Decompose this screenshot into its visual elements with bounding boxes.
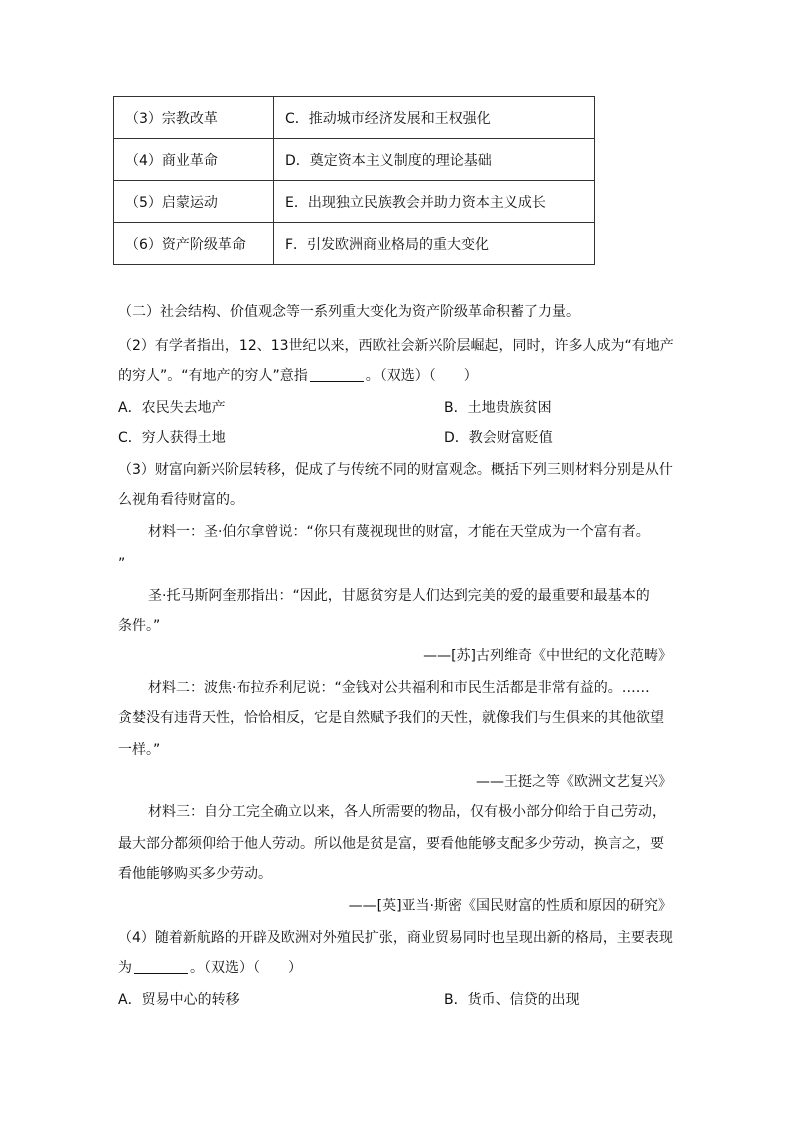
table-row <box>114 139 595 181</box>
option-c: C．穷人获得土地 <box>118 430 226 446</box>
table-cell-right: E．出现独立民族教会并助力资本主义成长 <box>274 181 595 223</box>
option-d: D．教会财富贬值 <box>444 430 553 446</box>
material-2-line-3: 一样。” <box>118 742 161 758</box>
option-a: A．农民失去地产 <box>118 400 226 416</box>
question-4-text: 为 <box>118 960 132 976</box>
question-2-suffix: 。（双选）（ ） <box>365 368 478 384</box>
answer-blank <box>134 959 188 974</box>
option-a: A．贸易中心的转移 <box>118 992 240 1008</box>
table-row <box>114 181 595 223</box>
question-3-line-1: （3）财富向新兴阶层转移，促成了与传统不同的财富观念。概括下列三则材料分别是从什 <box>118 462 673 478</box>
table-row <box>114 223 595 265</box>
question-4-line-1: （4）随着新航路的开辟及欧洲对外殖民扩张，商业贸易同时也呈现出新的格局，主要表现 <box>118 930 673 946</box>
material-1-line-4: 条件。” <box>118 618 161 634</box>
material-3-line-3: 看他能够购买多少劳动。 <box>118 866 272 882</box>
material-3-line-1: 材料三：自分工完全确立以来，各人所需要的物品，仅有极小部分仰给于自己劳动， <box>148 804 666 820</box>
question-2-line-1: （2）有学者指出，12、13世纪以来，西欧社会新兴阶层崛起，同时，许多人成为“有地产 <box>118 338 674 354</box>
material-3-line-2: 最大部分都须仰给于他人劳动。所以他是贫是富，要看他能够支配多少劳动，换言之，要 <box>118 836 664 852</box>
option-b: B．土地贵族贫困 <box>444 400 552 416</box>
table-cell-right: D．奠定资本主义制度的理论基础 <box>274 139 595 181</box>
table-cell-right: F．引发欧洲商业格局的重大变化 <box>274 223 595 265</box>
material-1-line-2: ” <box>118 556 126 572</box>
section-heading: （二）社会结构、价值观念等一系列重大变化为资产阶级革命积蓄了力量。 <box>118 304 580 320</box>
table-row <box>114 97 595 139</box>
material-2-line-2: 贪婪没有违背天性，恰恰相反，它是自然赋予我们的天性，就像我们与生俱来的其他欲望 <box>118 710 664 726</box>
material-1-source: ——[苏]古列维奇《中世纪的文化范畴》 <box>423 648 672 664</box>
material-1-line-3: 圣·托马斯阿奎那指出：“因此，甘愿贫穷是人们达到完美的爱的最重要和最基本的 <box>148 588 650 604</box>
material-1-line-1: 材料一：圣·伯尔拿曾说：“你只有蔑视现世的财富，才能在天堂成为一个富有者。 <box>148 524 650 540</box>
matching-table <box>113 96 595 265</box>
question-3-line-2: 么视角看待财富的。 <box>118 492 244 508</box>
material-3-source: ——[英]亚当·斯密《国民财富的性质和原因的研究》 <box>348 898 672 914</box>
question-2-text: 的穷人”。“有地产的穷人”意指 <box>118 368 308 384</box>
question-4-suffix: 。（双选）（ ） <box>190 960 302 976</box>
question-4-line-2 <box>118 958 302 978</box>
question-2-line-2 <box>118 366 478 386</box>
option-b: B．货币、信贷的出现 <box>444 992 580 1008</box>
table-cell-left: （3）宗教改革 <box>114 97 274 139</box>
table-cell-left: （6）资产阶级革命 <box>114 223 274 265</box>
table-cell-right: C．推动城市经济发展和王权强化 <box>274 97 595 139</box>
table-cell-left: （5）启蒙运动 <box>114 181 274 223</box>
material-2-line-1: 材料二：波焦·布拉乔利尼说：“金钱对公共福利和市民生活都是非常有益的。…… <box>148 680 650 696</box>
table-cell-left: （4）商业革命 <box>114 139 274 181</box>
material-2-source: ——王挺之等《欧洲文艺复兴》 <box>476 774 672 790</box>
answer-blank <box>310 367 364 382</box>
